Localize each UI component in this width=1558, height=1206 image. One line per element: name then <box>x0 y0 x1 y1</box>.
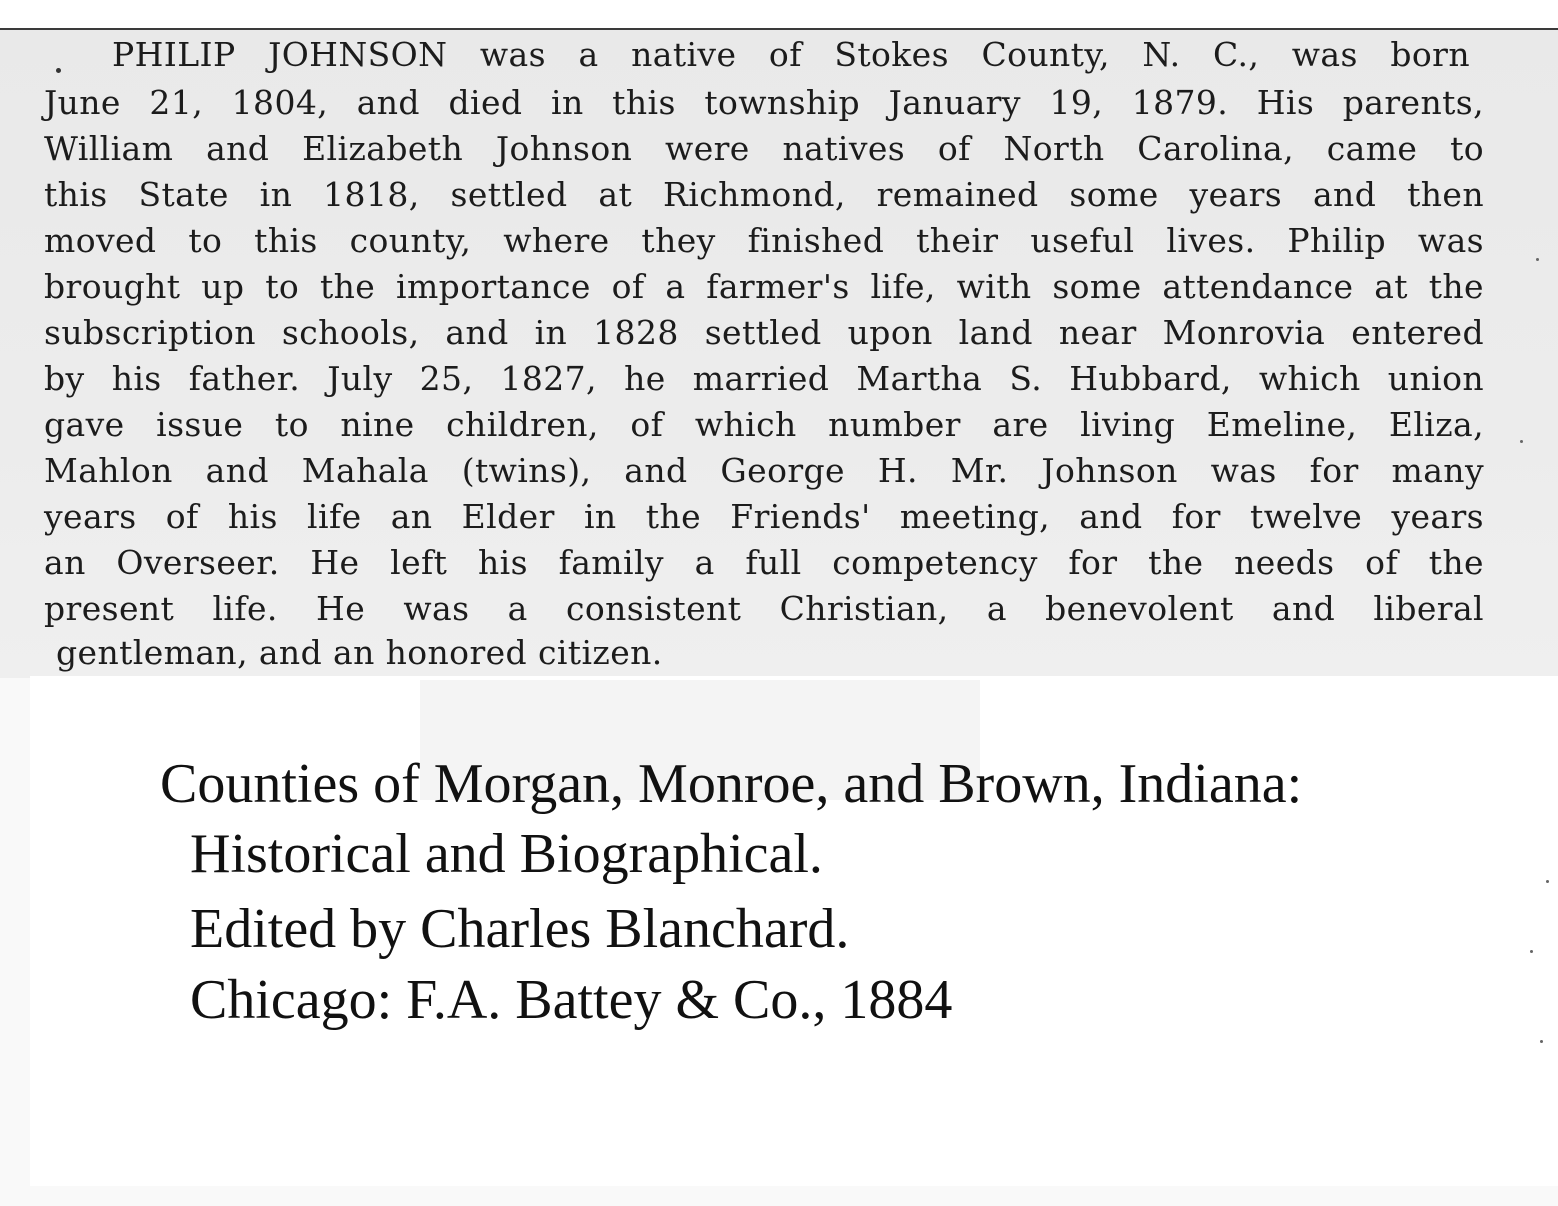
bio-line: an Overseer. He left his family a full competency for the needs of the <box>44 543 1484 582</box>
citation-editor: Edited by Charles Blanchard. <box>190 898 850 960</box>
bullet-mark <box>56 68 61 73</box>
citation-publisher: Chicago: F.A. Battey & Co., 1884 <box>190 969 953 1031</box>
bio-line: gave issue to nine children, of which number are living Emeline, Eliza, <box>44 405 1484 444</box>
bio-line: subscription schools, and in 1828 settled upon land near Monrovia entered <box>44 313 1484 352</box>
bio-line: PHILIP JOHNSON was a native of Stokes County, N. C., was born <box>112 35 1470 74</box>
bio-line: William and Elizabeth Johnson were natives of North Carolina, came to <box>44 129 1484 168</box>
bio-line: June 21, 1804, and died in this township January 19, 1879. His parents, <box>44 83 1484 122</box>
citation-title: Counties of Morgan, Monroe, and Brown, Indiana: <box>160 753 1303 815</box>
bio-line: years of his life an Elder in the Friends' meeting, and for twelve years <box>44 497 1484 536</box>
bio-line: Mahlon and Mahala (twins), and George H. Mr. Johnson was for many <box>44 451 1484 490</box>
citation-subtitle: Historical and Biographical. <box>190 823 823 885</box>
bio-line: by his father. July 25, 1827, he married Martha S. Hubbard, which union <box>44 359 1484 398</box>
bio-line: this State in 1818, settled at Richmond, remained some years and then <box>44 175 1484 214</box>
scan-speck <box>1520 440 1523 443</box>
newspaper-clipping <box>0 28 1558 678</box>
bio-line: present life. He was a consistent Christian, a benevolent and liberal <box>44 589 1484 628</box>
scan-speck <box>1530 950 1533 953</box>
bio-line: moved to this county, where they finished their useful lives. Philip was <box>44 221 1484 260</box>
scan-speck <box>1540 1040 1543 1043</box>
bio-line: brought up to the importance of a farmer's life, with some attendance at the <box>44 267 1484 306</box>
scan-speck <box>1546 880 1549 883</box>
page-top-margin <box>0 0 1558 28</box>
bio-line: gentleman, and an honored citizen. <box>56 633 663 672</box>
scan-speck <box>1536 258 1539 261</box>
